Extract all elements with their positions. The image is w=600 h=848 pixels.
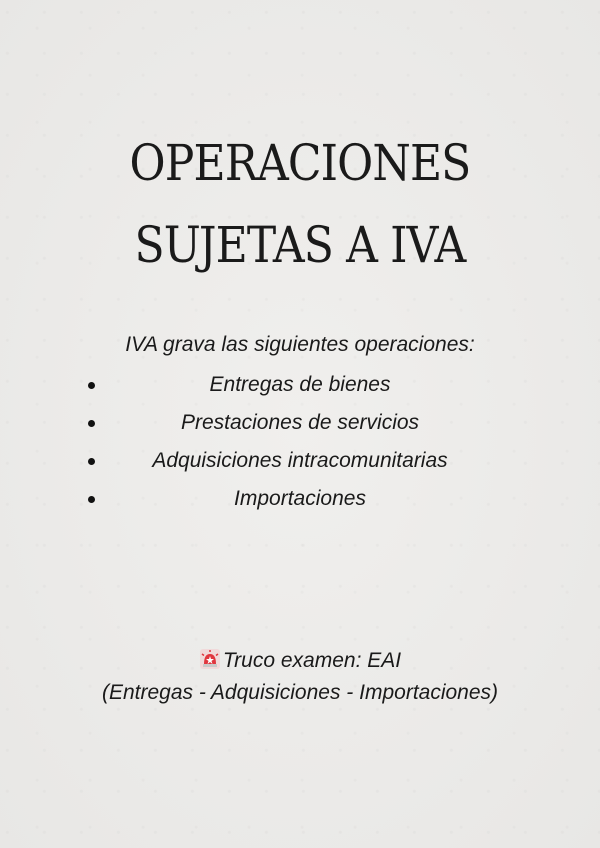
- list-item-label: Entregas de bienes: [209, 373, 391, 396]
- siren-icon: [199, 648, 221, 670]
- list-item: [80, 404, 520, 442]
- list-item: [80, 480, 520, 518]
- list-item-label: Prestaciones de servicios: [180, 411, 420, 434]
- title-line-2: SUJETAS A IVA: [134, 216, 466, 274]
- operations-list: [80, 366, 520, 518]
- tip-text: Truco examen: EAI: [222, 649, 402, 672]
- list-item-label: Importaciones: [234, 487, 366, 510]
- bullet-icon: [88, 458, 95, 465]
- intro-text: IVA grava las siguientes operaciones:: [125, 333, 475, 356]
- title-line-1: OPERACIONES: [129, 134, 471, 192]
- bullet-icon: [88, 496, 95, 503]
- list-item: [80, 442, 520, 480]
- exam-tip: [0, 645, 600, 709]
- list-item: [80, 366, 520, 404]
- tip-expansion: (Entregas - Adquisiciones - Importaciones): [101, 681, 499, 704]
- tip-headline: [0, 645, 600, 677]
- bullet-icon: [88, 382, 95, 389]
- page-title: [36, 122, 564, 286]
- bullet-icon: [88, 420, 95, 427]
- list-item-label: Adquisiciones intracomunitarias: [152, 449, 448, 472]
